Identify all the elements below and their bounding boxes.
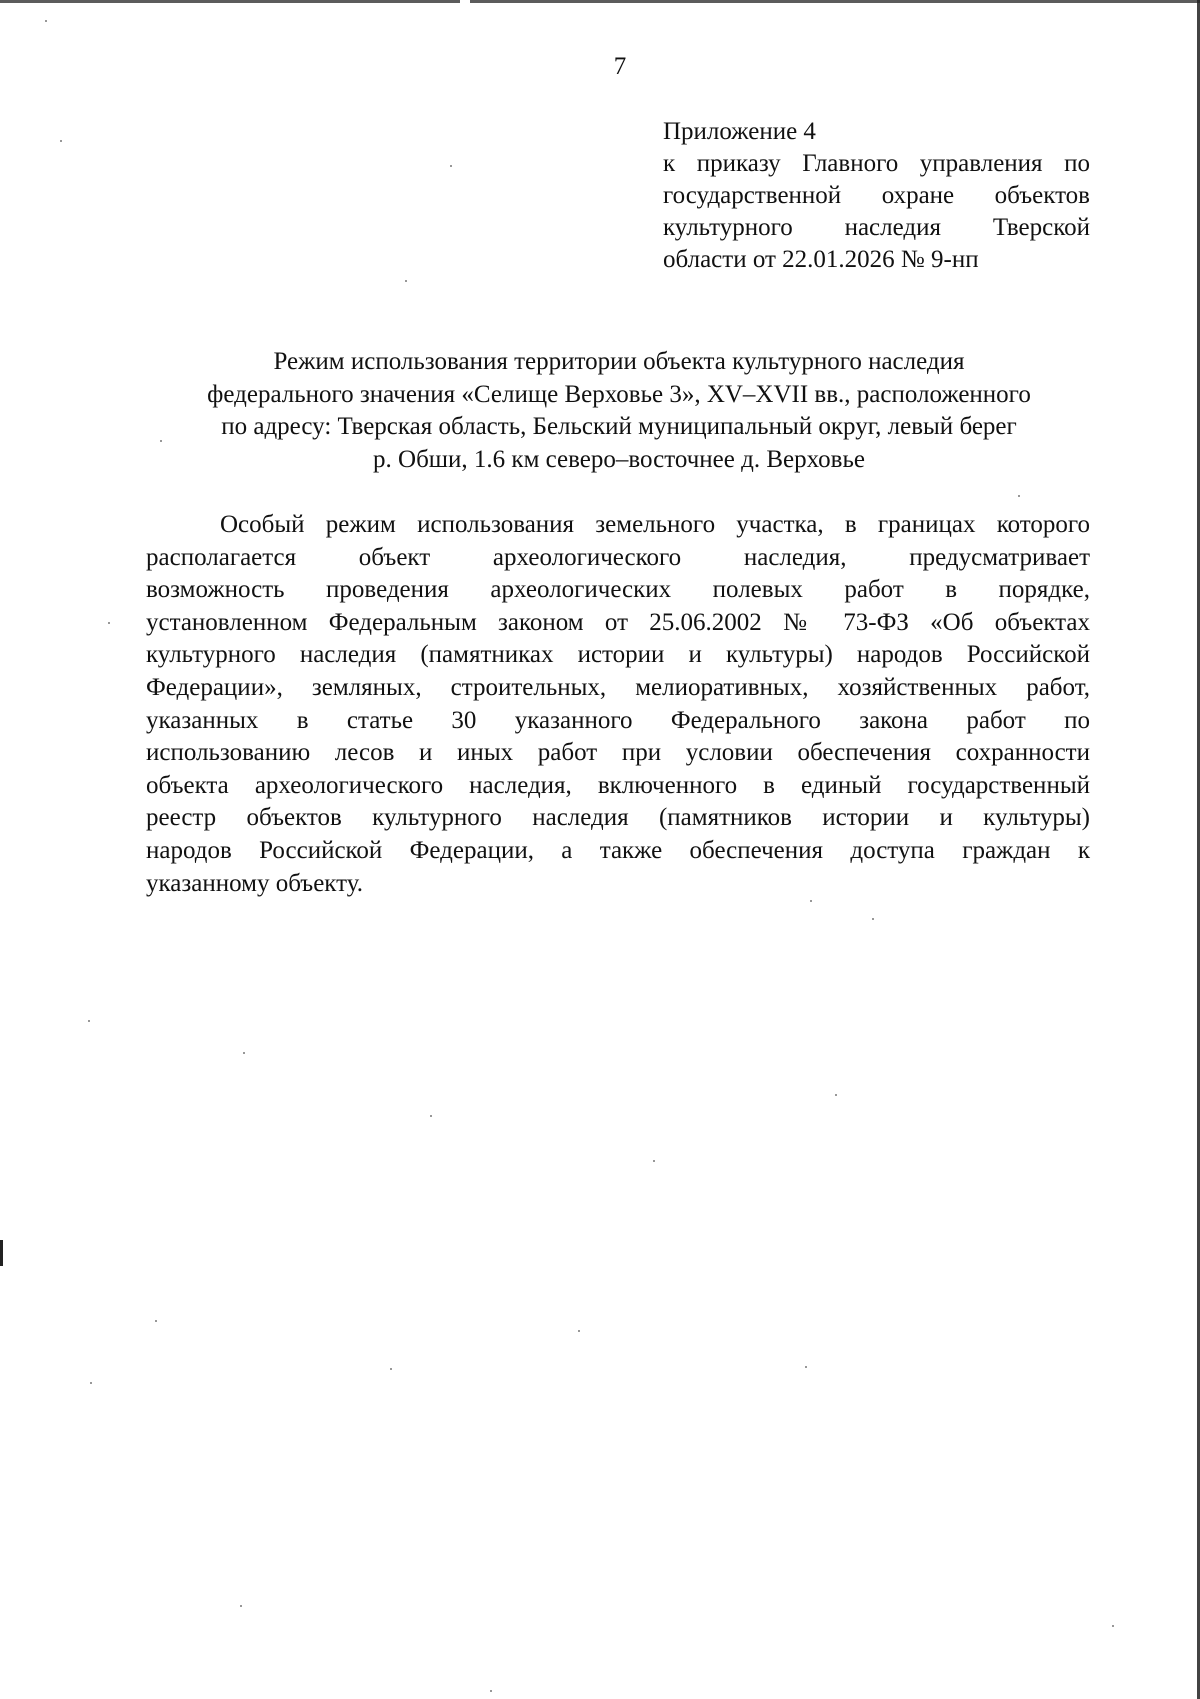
body-line: Федерации», земляных, строительных, мелиоративных, хозяйственных работ,: [146, 673, 1090, 701]
title-line: федерального значения «Селище Верховье 3», XV–XVII вв., расположенного: [207, 380, 1031, 408]
appendix-line: области от 22.01.2026 № 9-нп: [663, 246, 979, 273]
document-title: [148, 346, 1090, 476]
scan-top-edge: [0, 0, 1200, 3]
scan-speck: [430, 1115, 432, 1117]
scan-speck: [108, 622, 110, 624]
title-line: Режим использования территории объекта культурного наследия: [273, 348, 965, 375]
scan-speck: [45, 20, 47, 22]
scan-speck: [60, 140, 62, 142]
scan-speck: [578, 1330, 580, 1332]
scan-speck: [805, 1366, 807, 1368]
body-line: указанному объекту.: [146, 869, 363, 897]
body-line: народов Российской Федерации, а также обеспечения доступа граждан к: [146, 836, 1090, 864]
scan-speck: [243, 1052, 245, 1054]
title-line: по адресу: Тверская область, Бельский муниципальный округ, левый берег: [221, 413, 1017, 440]
appendix-line: к приказу Главного управления по: [663, 150, 1090, 177]
body-line: использованию лесов и иных работ при условии обеспечения сохранности: [146, 739, 1090, 767]
body-line: объекта археологического наследия, включенного в единый государственный: [146, 771, 1090, 799]
body-line: возможность проведения археологических полевых работ в порядке,: [146, 576, 1090, 604]
scan-left-mark: [0, 1240, 3, 1266]
scan-speck: [390, 1368, 392, 1370]
appendix-line: Приложение 4: [663, 118, 816, 145]
body-line: культурного наследия (памятниках истории и культуры) народов Российской: [146, 641, 1090, 669]
scan-speck: [1018, 495, 1020, 497]
scan-speck: [88, 1020, 90, 1022]
title-line: р. Обши, 1.6 км северо–восточнее д. Верховье: [373, 445, 865, 473]
body-line: установленном Федеральным законом от 25.06.2002 № 73-ФЗ «Об объектах: [146, 608, 1090, 636]
scan-speck: [405, 280, 407, 282]
body-paragraph: [146, 509, 1090, 900]
appendix-line: культурного наследия Тверской: [663, 214, 1090, 241]
scan-speck: [810, 900, 812, 902]
scan-speck: [155, 1320, 157, 1322]
body-line: реестр объектов культурного наследия (памятников истории и культуры): [146, 804, 1090, 832]
scan-speck: [490, 1690, 492, 1692]
body-line: располагается объект археологического наследия, предусматривает: [146, 543, 1090, 571]
scan-speck: [653, 1160, 655, 1162]
scan-speck: [835, 1094, 837, 1096]
page-number: 7: [613, 53, 627, 80]
scan-speck: [1112, 1625, 1114, 1627]
body-line: Особый режим использования земельного участка, в границах которого: [220, 511, 1090, 538]
scan-speck: [90, 1382, 92, 1384]
body-line: указанных в статье 30 указанного Федерального закона работ по: [146, 706, 1090, 734]
scan-speck: [872, 918, 874, 920]
appendix-header: [663, 116, 1090, 276]
appendix-line: государственной охране объектов: [663, 182, 1090, 209]
scan-speck: [240, 1605, 242, 1607]
scan-speck: [450, 165, 452, 167]
